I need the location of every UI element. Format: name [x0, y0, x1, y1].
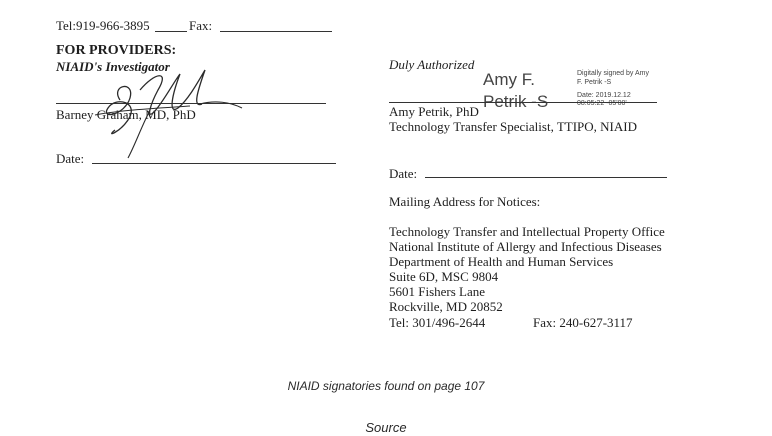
address-line: National Institute of Allergy and Infectious Diseases: [389, 239, 662, 254]
image-caption: NIAID signatories found on page 107: [287, 379, 485, 393]
authorized-signer-title: Technology Transfer Specialist, TTIPO, NIAID: [389, 119, 637, 134]
address-line: Technology Transfer and Intellectual Property Office: [389, 224, 665, 239]
digital-signature-date-line2: 08:05:22 -05'00': [577, 100, 627, 107]
digital-signature-name-line1: Amy F.: [483, 70, 535, 89]
fax-line: Fax: 240-627-3117: [533, 315, 633, 330]
digital-signature-note-line1: Digitally signed by Amy: [577, 70, 649, 77]
investigator-name: Barney Graham, MD, PhD: [56, 107, 196, 122]
investigator-role: NIAID's Investigator: [56, 59, 170, 74]
digital-signature-name-line2: Petrik -S: [483, 92, 549, 111]
tel-label: Tel:919-966-3895: [56, 18, 150, 33]
handwritten-signature: [80, 60, 260, 165]
duly-authorized-label: Duly Authorized: [389, 57, 475, 72]
tel-underline: [155, 31, 187, 32]
fax-label: Fax:: [189, 18, 213, 33]
right-date-line: [425, 177, 667, 178]
tel-line: Tel: 301/496-2644: [389, 315, 486, 330]
digital-signature-note-line2: F. Petrik -S: [577, 79, 612, 86]
address-line: 5601 Fishers Lane: [389, 284, 486, 299]
authorized-signer-name: Amy Petrik, PhD: [389, 104, 479, 119]
left-date-label: Date:: [56, 151, 85, 166]
digital-signature-date-line1: Date: 2019.12.12: [577, 92, 631, 99]
address-line: Suite 6D, MSC 9804: [389, 269, 499, 284]
mailing-address-block: [389, 224, 665, 314]
fax-line: [220, 31, 332, 32]
address-line: Rockville, MD 20852: [389, 299, 503, 314]
right-date-label: Date:: [389, 166, 418, 181]
address-line: Department of Health and Human Services: [389, 254, 614, 269]
mailing-address-label: Mailing Address for Notices:: [389, 194, 541, 209]
left-date-line: [92, 163, 336, 164]
authorized-signature-line: [389, 102, 657, 103]
source-link[interactable]: Source: [365, 420, 407, 435]
for-providers-heading: FOR PROVIDERS:: [56, 43, 177, 58]
